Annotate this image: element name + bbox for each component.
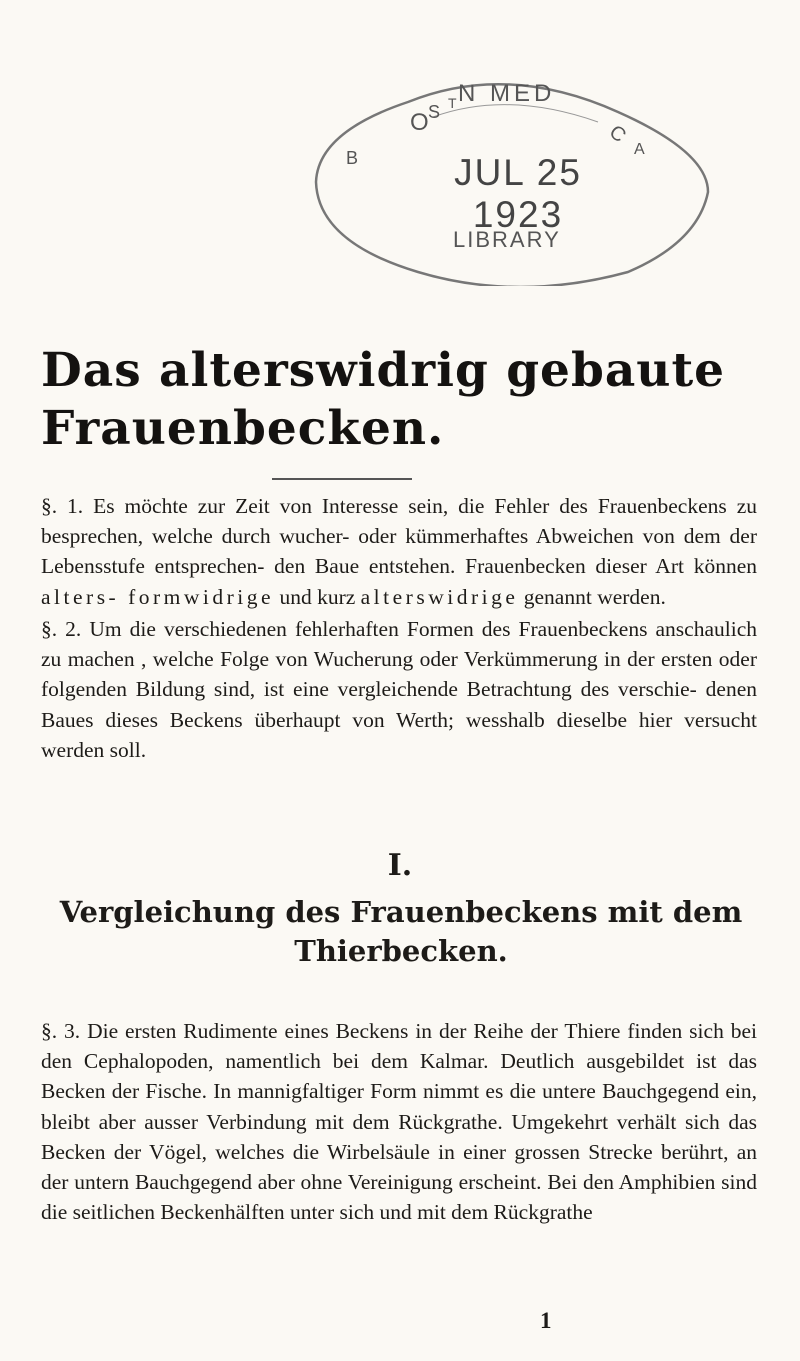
p1-text-b: und kurz [274,584,361,609]
paragraph-2: §. 2. Um die verschiedenen fehlerhaften Formen des Frauenbeckens anschaulich zu machen , welche Folge von Wucherung oder Verkümmerung in der ersten oder folgenden Bildung sind, ist eine vergleichende Betrachtung des verschie- denen Baues dieses Beckens überhaupt von Werth; wesshalb dieselbe hier versucht werden soll. [41,617,757,762]
svg-text:S: S [428,102,441,122]
stamp-top-text: N MED [458,80,556,107]
svg-text:B: B [346,148,359,168]
stamp-date: JUL 25 1923 [454,152,582,235]
section-number: I. [387,848,413,883]
svg-text:O: O [410,109,429,136]
svg-text:C: C [604,120,630,148]
stamp-bottom-text: LIBRARY [453,227,561,252]
chapter-title: Das alterswidrig gebaute Frauenbecken. [41,343,726,456]
p1-spaced-term-2: alterswidrige [360,584,519,609]
paragraph-1 [41,491,757,612]
page-number: 1 [540,1308,552,1333]
p1-text-a: §. 1. Es möchte zur Zeit von Interesse sein, die Fehler des Frauenbeckens zu besprechen, welche durch wucher- oder kümmerhaftes Abweichen von dem der Lebensstufe entsprechen- den Baue entstehen. Frauenbecken dieser Art können [41,494,757,579]
section-title: Vergleichung des Frauenbeckens mit dem Thierbecken. [59,895,743,968]
svg-text:A: A [634,141,645,158]
p1-spaced-term-1: alters- formwidrige [41,584,275,609]
title-divider [272,478,412,480]
paragraph-3: §. 3. Die ersten Rudimente eines Beckens in der Reihe der Thiere finden sich bei den Cephalopoden, namentlich bei dem Kalmar. Deutlich ausgebildet ist das Becken der Fische. In mannigfaltiger Form nimmt es die untere Bauchgegend ein, bleibt aber ausser Verbindung mit dem Rückgrathe. Umgekehrt verhält sich das Becken der Vögel, welches die Wirbelsäule in einer grossen Strecke berührt, an der untern Bauchgegend aber ohne Vereinigung erscheint. Bei den Amphibien sind die seitlichen Beckenhälften unter sich und mit dem Rückgrathe [41,1019,757,1225]
p1-text-c: genannt werden. [518,584,666,609]
library-stamp [298,72,716,286]
svg-text:T: T [448,95,457,111]
